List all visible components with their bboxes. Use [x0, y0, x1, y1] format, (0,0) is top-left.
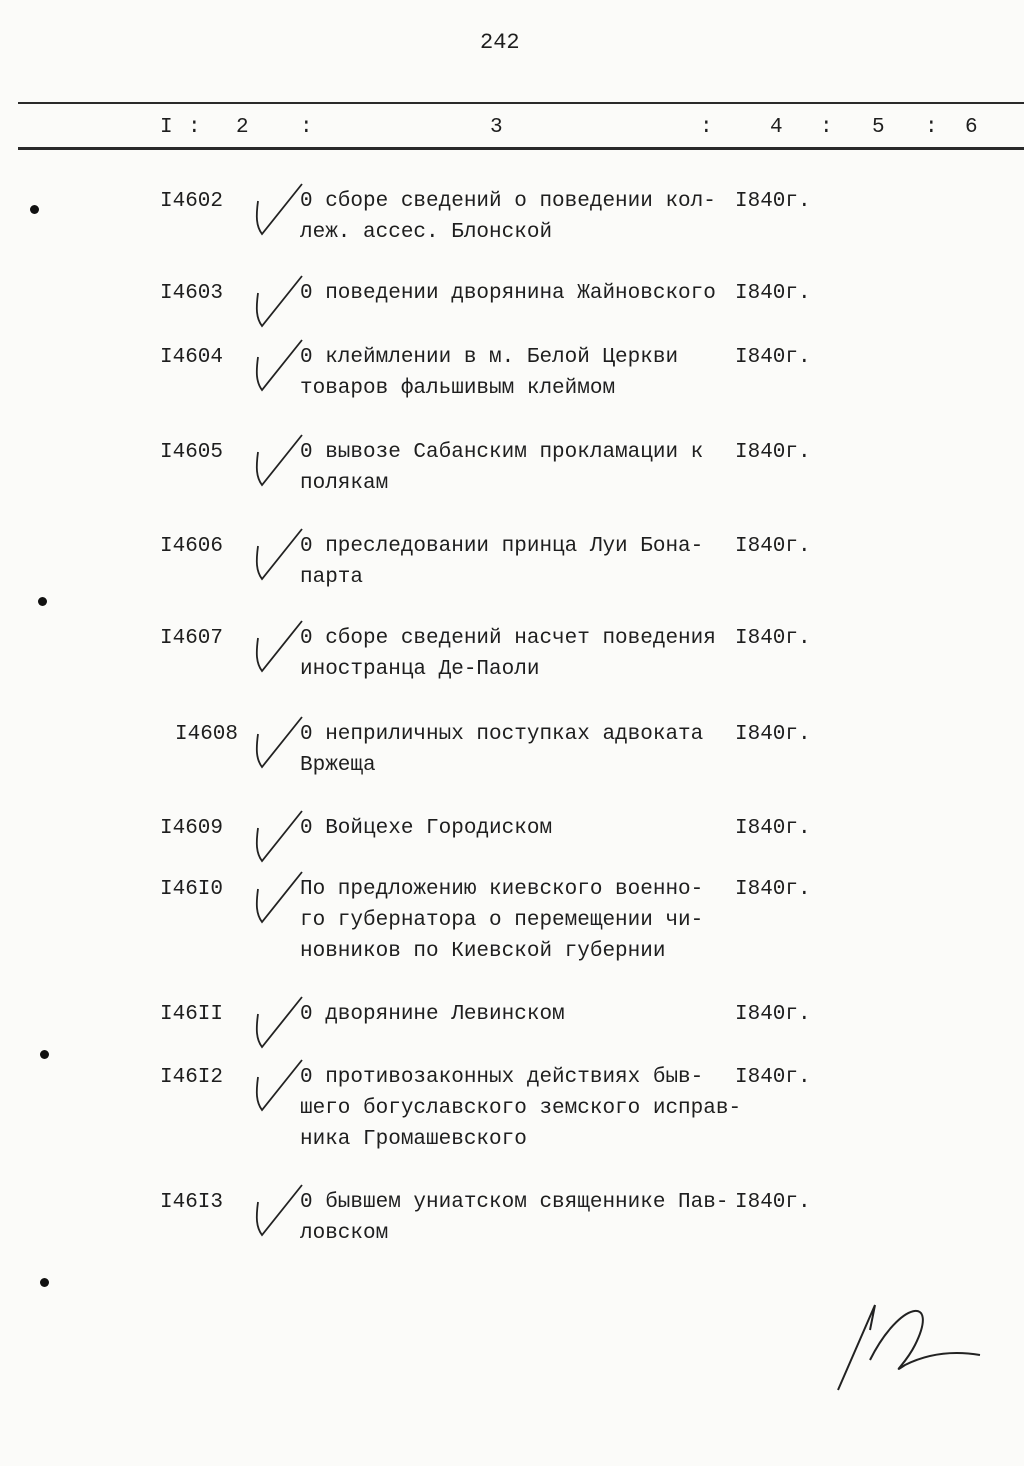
description-line: 0 вывозе Сабанским прокламации к	[300, 441, 704, 464]
handwritten-checkmark-icon	[230, 709, 310, 779]
description-line: 0 дворянине Левинском	[300, 1003, 565, 1026]
entry-description	[300, 999, 565, 1030]
entry-year: I840г.	[735, 817, 811, 840]
handwritten-folio-number	[830, 1290, 990, 1400]
entry-year: I840г.	[735, 1066, 811, 1089]
column-header: 3	[490, 116, 503, 139]
entry-year: I840г.	[735, 1191, 811, 1214]
entry-year: I840г.	[735, 878, 811, 901]
entry-number: I4604	[160, 346, 224, 369]
entry-description	[300, 874, 703, 967]
handwritten-checkmark-icon	[230, 332, 310, 402]
entry-year: I840г.	[735, 282, 811, 305]
entry-year: I840г.	[735, 627, 811, 650]
description-line: 0 сборе сведений о поведении кол-	[300, 190, 716, 213]
entry-description	[300, 342, 678, 404]
entry-number: I4602	[160, 190, 224, 213]
handwritten-checkmark-icon	[230, 989, 310, 1059]
description-line: 0 преследовании принца Луи Бона-	[300, 535, 704, 558]
description-line: полякам	[300, 472, 389, 495]
handwritten-checkmark-icon	[230, 427, 310, 497]
entry-number: I4606	[160, 535, 224, 558]
handwritten-checkmark-icon	[230, 613, 310, 683]
description-line: 0 сборе сведений насчет поведения	[300, 627, 716, 650]
handwritten-checkmark-icon	[230, 268, 310, 338]
entry-description	[300, 623, 716, 685]
entry-description	[300, 719, 703, 781]
page-number: 242	[480, 30, 520, 55]
entry-number: I4609	[160, 817, 224, 840]
description-line: го губернатора о перемещении чи-	[300, 909, 704, 932]
description-line: 0 клеймлении в м. Белой Церкви	[300, 346, 679, 369]
entry-number: I4608	[175, 723, 239, 746]
column-header: I	[160, 116, 173, 139]
column-header: 4	[770, 116, 783, 139]
handwritten-checkmark-icon	[230, 521, 310, 591]
entry-description	[300, 186, 716, 248]
column-header: 2	[236, 116, 249, 139]
entry-number: I4607	[160, 627, 224, 650]
handwritten-checkmark-icon	[230, 864, 310, 934]
description-line: 0 поведении дворянина Жайновского	[300, 282, 716, 305]
handwritten-checkmark-icon	[230, 1052, 310, 1122]
entry-year: I840г.	[735, 1003, 811, 1026]
entry-description	[300, 1187, 728, 1249]
entry-description	[300, 531, 703, 593]
entry-year: I840г.	[735, 441, 811, 464]
column-separator: :	[820, 116, 833, 139]
description-line: ника Громашевского	[300, 1128, 527, 1151]
description-line: 0 бывшем униатском священнике Пав-	[300, 1191, 729, 1214]
description-line: Вржеща	[300, 754, 376, 777]
handwritten-checkmark-icon	[230, 803, 310, 873]
entry-number: I46II	[160, 1003, 224, 1026]
description-line: леж. ассес. Блонской	[300, 221, 553, 244]
entry-description	[300, 437, 703, 499]
entry-description	[300, 813, 552, 844]
column-separator: :	[700, 116, 713, 139]
column-header: 5	[872, 116, 885, 139]
entry-description	[300, 278, 716, 309]
header-rule-bottom	[18, 147, 1024, 150]
punch-hole-mark	[40, 1278, 49, 1287]
punch-hole-mark	[38, 597, 47, 606]
column-separator: :	[188, 116, 201, 139]
entry-year: I840г.	[735, 190, 811, 213]
entry-year: I840г.	[735, 723, 811, 746]
column-header: 6	[965, 116, 978, 139]
entry-number: I4605	[160, 441, 224, 464]
column-separator: :	[300, 116, 313, 139]
description-line: иностранца Де-Паоли	[300, 658, 540, 681]
entry-year: I840г.	[735, 535, 811, 558]
entry-number: I46I3	[160, 1191, 224, 1214]
description-line: новников по Киевской губернии	[300, 940, 666, 963]
entry-year: I840г.	[735, 346, 811, 369]
description-line: товаров фальшивым клеймом	[300, 377, 616, 400]
entry-number: I46I0	[160, 878, 224, 901]
description-line: ловском	[300, 1222, 389, 1245]
description-line: 0 Войцехе Городиском	[300, 817, 553, 840]
punch-hole-mark	[40, 1050, 49, 1059]
entry-number: I4603	[160, 282, 224, 305]
handwritten-checkmark-icon	[230, 1177, 310, 1247]
description-line: По предложению киевского военно-	[300, 878, 704, 901]
description-line: 0 противозаконных действиях быв-	[300, 1066, 704, 1089]
entry-number: I46I2	[160, 1066, 224, 1089]
column-separator: :	[925, 116, 938, 139]
handwritten-checkmark-icon	[230, 176, 310, 246]
description-line: шего богуславского земского исправ-	[300, 1097, 742, 1120]
description-line: 0 неприличных поступках адвоката	[300, 723, 704, 746]
description-line: парта	[300, 566, 364, 589]
header-rule-top	[18, 102, 1024, 104]
punch-hole-mark	[30, 205, 39, 214]
entry-description	[300, 1062, 741, 1155]
